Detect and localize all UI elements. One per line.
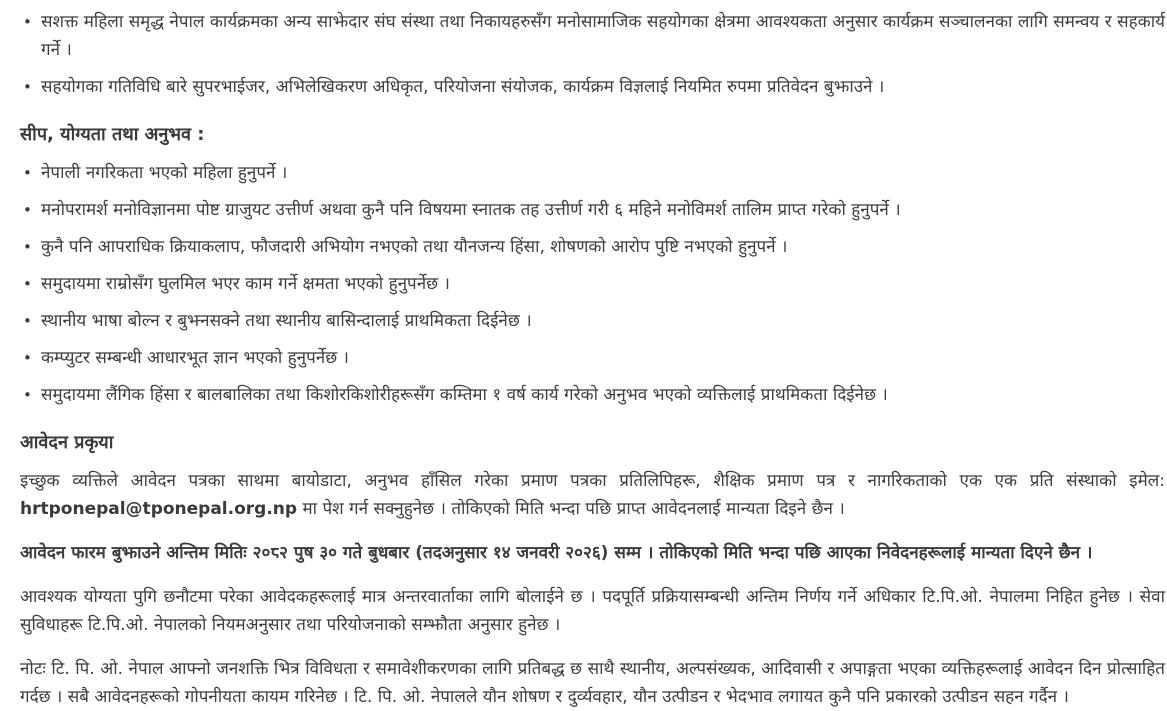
bullet-icon: •	[23, 275, 32, 293]
list-item-text: नेपाली नगरिकता भएको महिला हुनुपर्ने ।	[41, 163, 288, 183]
note-paragraph: नोटः टि. पि. ओ. नेपाल आफ्नो जनशक्ति भित्र विविधता र समावेशीकरणका लागि प्रतिबद्ध छ साथै स्थानीय, अल्पसंख्यक, आदिवासी र अपाङ्गता भएका व्यक्तिहरूलाई आवेदन दिन प्रोत्साहित गर्दछ । सबै आवेदनहरूको गोपनीयता कायम गरिनेछ । टि. पि. ओ. नेपालले यौन शोषण र दुर्व्यवहार, यौन उत्पीडन र भेदभाव लगायत कुनै पनि प्रकारको उत्पीडन सहन गर्दैन ।	[20, 659, 1165, 707]
paragraph-text: मा पेश गर्न सक्नुहुनेछ । तोकिएको मिति भन्दा पछि प्राप्त आवेदनलाई मान्यता दिइने छैन ।	[302, 499, 845, 519]
bullet-icon: •	[23, 78, 32, 96]
list-item-text: सशक्त महिला समृद्ध नेपाल कार्यक्रमका अन्य साझेदार संघ संस्था तथा निकायहरुसँग मनोसामाजिक सहयोगका क्षेत्रमा आवश्यकता अनुसार कार्यक्रम सञ्चालनका लागि समन्वय र सहकार्य गर्ने ।	[41, 12, 1165, 60]
bullet-icon: •	[23, 386, 32, 404]
list-item	[20, 307, 1165, 335]
skills-bullet-list	[20, 159, 1165, 409]
skills-heading: सीप, योग्यता तथा अनुभव :	[20, 124, 205, 145]
list-item	[20, 381, 1165, 409]
bullet-icon: •	[23, 164, 32, 182]
deadline-paragraph: आवेदन फारम बुझाउने अन्तिम मितिः २०८२ पुष ३० गते बुधबार (तदअनुसार १४ जनवरी २०२६) सम्म । तोकिएको मिति भन्दा पछि आएका निवेदनहरूलाई मान्यता दिएने छैन ।	[20, 543, 1093, 563]
list-item-text: सहयोगका गतिविधि बारे सुपरभाईजर, अभिलेखिकरण अधिकृत, परियोजना संयोजक, कार्यक्रम विज्ञलाई नियमित रुपमा प्रतिवेदन बुझाउने ।	[41, 77, 885, 97]
bullet-icon: •	[23, 238, 32, 256]
list-item	[20, 270, 1165, 298]
list-item-text: कम्प्युटर सम्बन्धी आधारभूत ज्ञान भएको हुनुपर्नेछ ।	[41, 348, 349, 368]
list-item-text: कुनै पनि आपराधिक क्रियाकलाप, फौजदारी अभियोग नभएको तथा यौनजन्य हिंसा, शोषणको आरोप पुष्टि नभएको हुनुपर्ने ।	[41, 237, 788, 257]
list-item-text: मनोपरामर्श मनोविज्ञानमा पोष्ट ग्राजुयट उत्तीर्ण अथवा कुनै पनि विषयमा स्नातक तह उत्तीर्ण गरी ६ महिने मनोविमर्श तालिम प्राप्त गरेको हुनुपर्ने ।	[41, 200, 901, 220]
list-item	[20, 73, 1165, 101]
list-item-text: समुदायमा राम्रोसँग घुलमिल भएर काम गर्ने क्षमता भएको हुनुपर्नेछ ।	[41, 274, 450, 294]
list-item-text: समुदायमा लैंगिक हिंसा र बालबालिका तथा किशोरकिशोरीहरूसँग कम्तिमा १ वर्ष कार्य गरेको अनुभव भएको व्यक्तिलाई प्राथमिकता दिईनेछ ।	[41, 385, 888, 405]
application-process-heading: आवेदन प्रकृया	[20, 432, 114, 453]
list-item	[20, 344, 1165, 372]
bullet-icon: •	[23, 349, 32, 367]
application-email: hrtponepal@tponepal.org.np	[20, 499, 298, 519]
bullet-icon: •	[23, 201, 32, 219]
bullet-icon: •	[23, 13, 32, 31]
selection-process-paragraph: आवश्यक योग्यता पुगि छनौटमा परेका आवेदकहरूलाई मात्र अन्तरवार्ताका लागि बोलाईने छ । पदपूर्ति प्रक्रियासम्बन्धी अन्तिम निर्णय गर्ने अधिकार टि.पि.ओ. नेपालमा निहित हुनेछ । सेवा सुविधाहरू टि.पि.ओ. नेपालको नियमअनुसार तथा परियोजनाको सम्झौता अनुसार हुनेछ ।	[20, 587, 1165, 635]
list-item-text: स्थानीय भाषा बोल्न र बुझ्नसक्ने तथा स्थानीय बासिन्दालाई प्राथमिकता दिईनेछ ।	[41, 311, 532, 331]
paragraph-text: इच्छुक व्यक्तिले आवेदन पत्रका साथमा बायोडाटा, अनुभव हाँसिल गरेका प्रमाण पत्रका प्रतिलिपिहरू, शैक्षिक प्रमाण पत्र र नागरिकताको एक एक प्रति संस्थाको इमेल:	[20, 471, 1165, 491]
application-instructions-paragraph	[20, 467, 1165, 523]
list-item	[20, 233, 1165, 261]
bullet-icon: •	[23, 312, 32, 330]
responsibilities-bullet-list	[20, 8, 1165, 101]
list-item	[20, 196, 1165, 224]
list-item	[20, 8, 1165, 64]
list-item	[20, 159, 1165, 187]
